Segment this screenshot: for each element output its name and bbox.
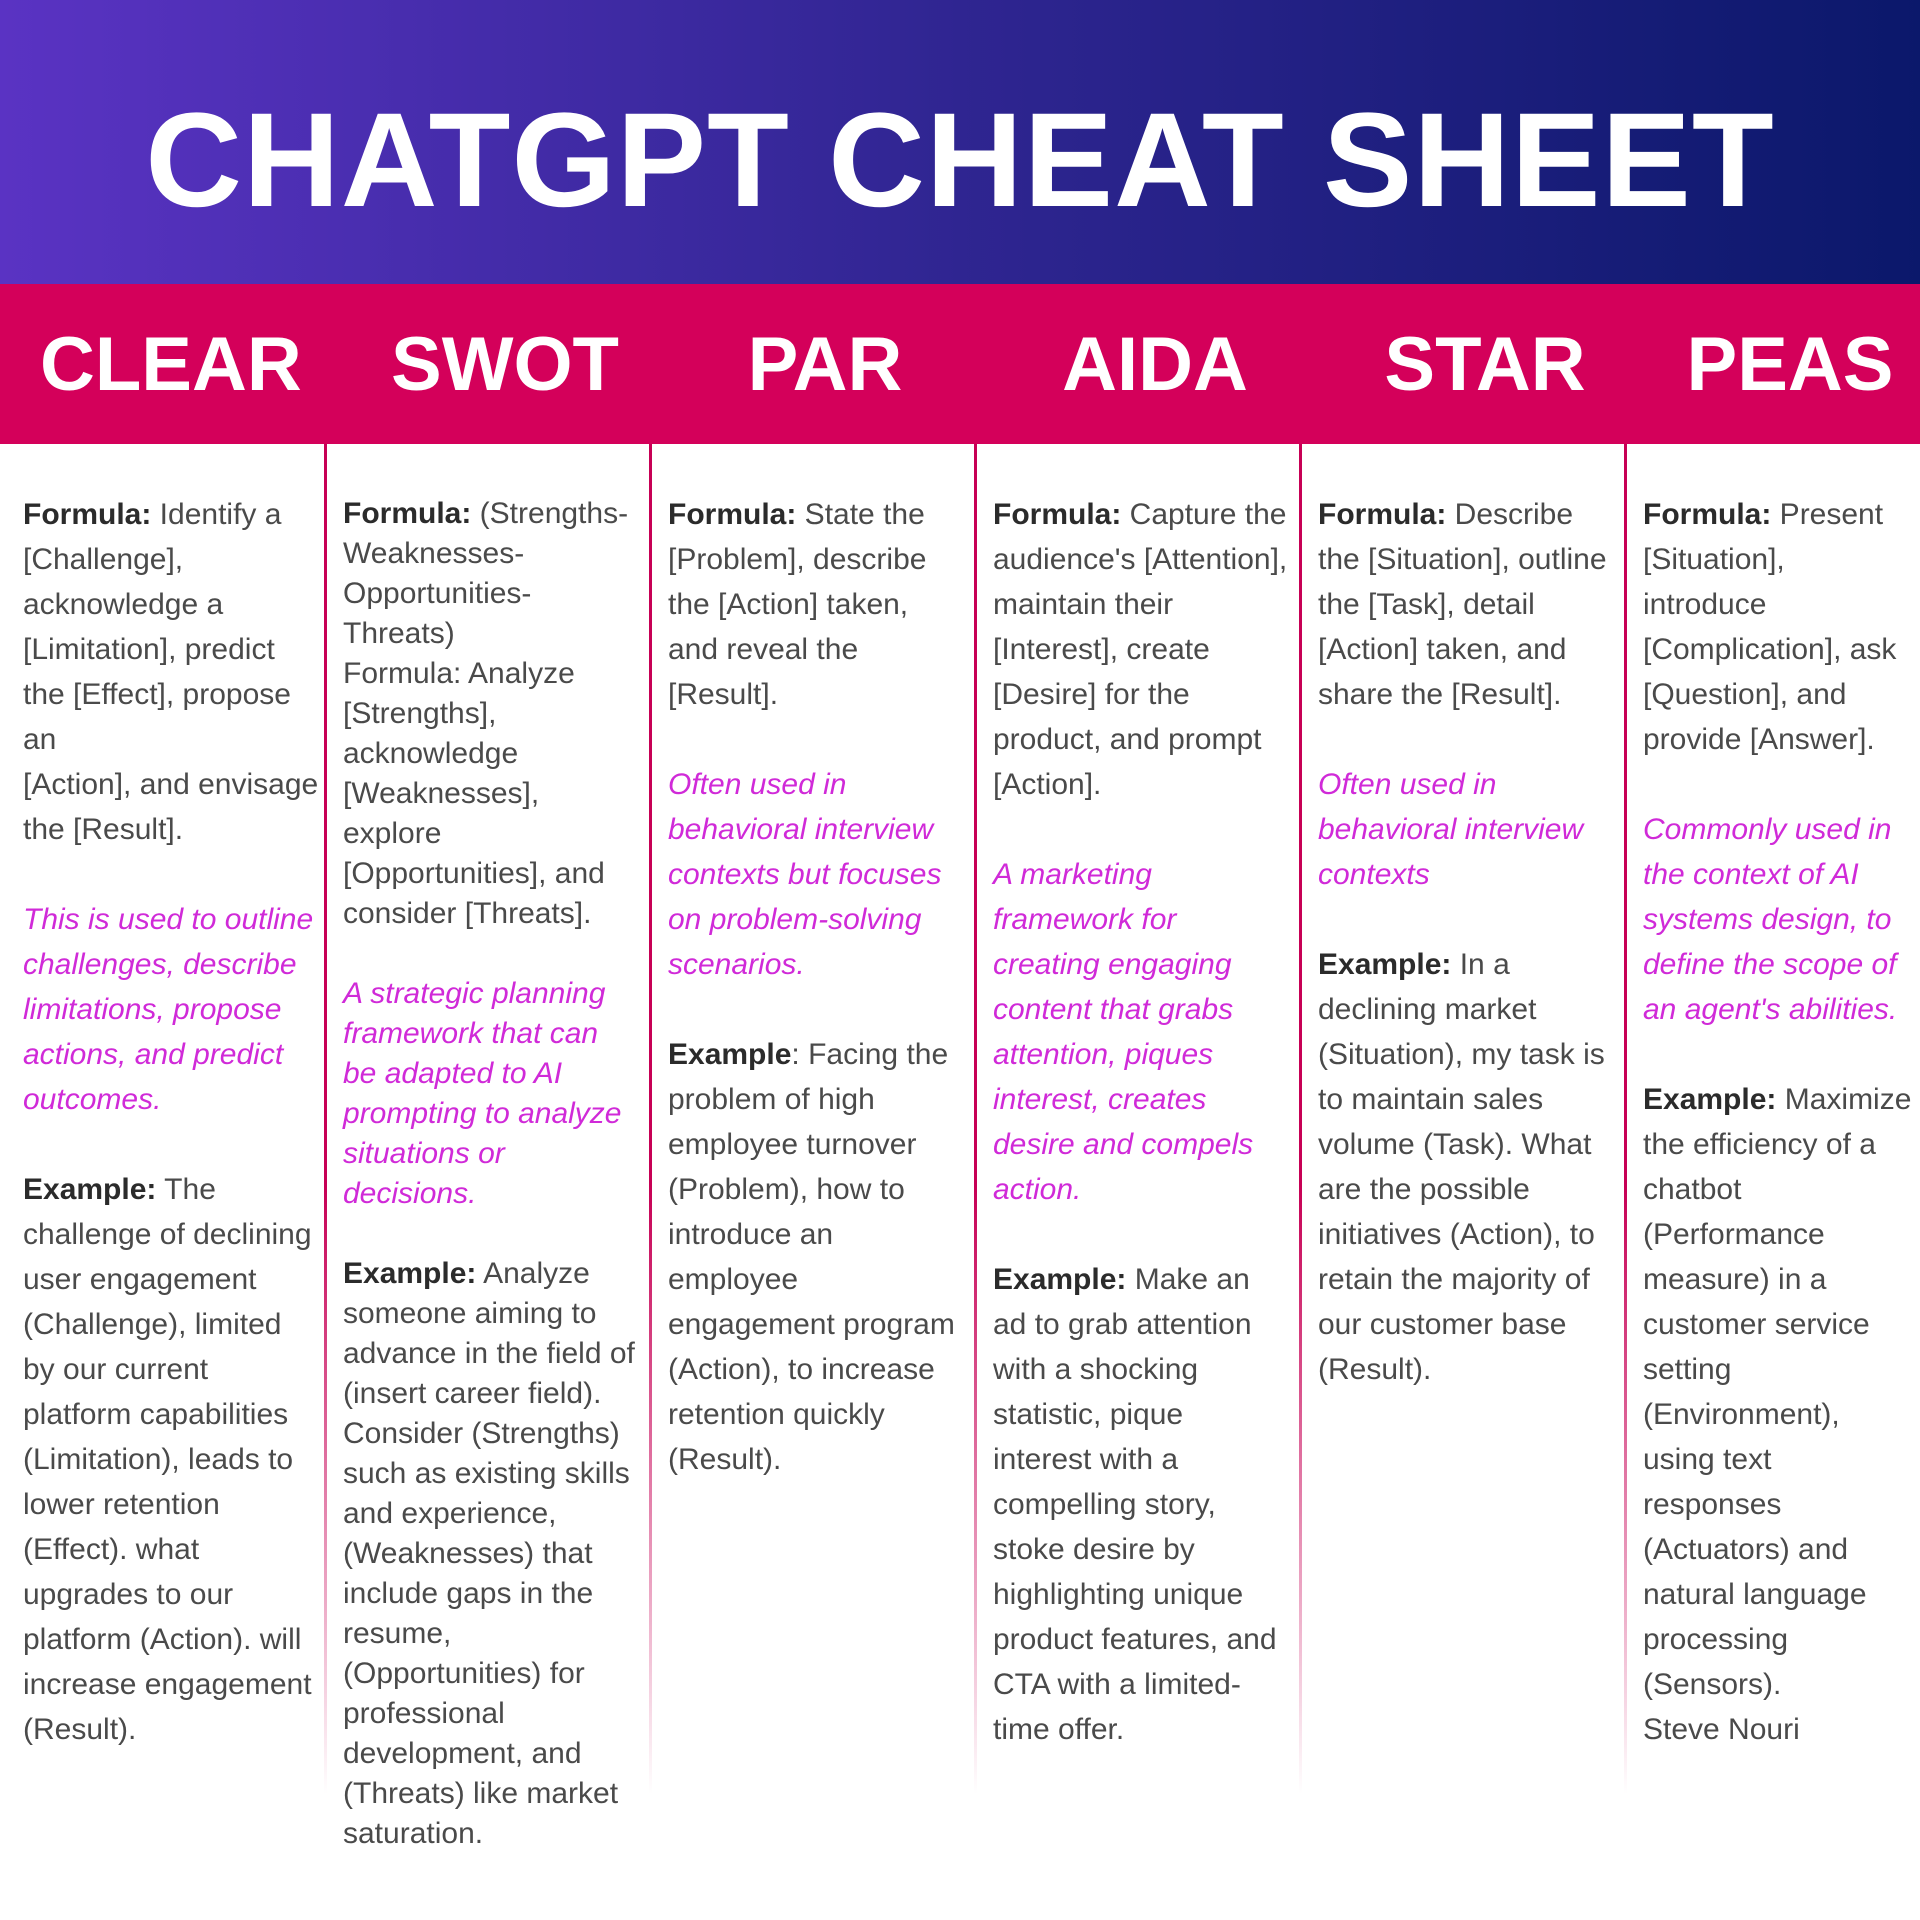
framework-note: Often used in behavioral interview contexts but focuses on problem-solving scenarios. xyxy=(668,768,942,981)
framework-column-par xyxy=(668,492,964,1482)
example-label: Example: xyxy=(1643,1083,1777,1116)
framework-title-clear: CLEAR xyxy=(40,322,302,407)
formula-paragraph xyxy=(668,492,964,717)
example-text: The challenge of declining user engagement (Challenge), limited by our current platform capabilities (Limitation), leads to lower retention (Effect). what upgrades to our platform (Action). will increase engagement (Result). xyxy=(23,1173,312,1746)
example-text: In a declining market (Situation), my task is to maintain sales volume (Task). What are the possible initiatives (Action), to retain the majority of our customer base (Result). xyxy=(1318,948,1605,1386)
framework-note: This is used to outline challenges, describe limitations, propose actions, and predict outcomes. xyxy=(23,903,314,1116)
example-text: Maximize the efficiency of a chatbot (Performance measure) in a customer service setting (Environment), using text responses (Actuators) and natural language processing (Sensors). Steve Nouri xyxy=(1643,1083,1912,1746)
framework-title-swot: SWOT xyxy=(391,322,619,407)
column-divider xyxy=(1299,444,1302,1794)
example-label: Example xyxy=(668,1038,792,1071)
column-divider xyxy=(974,444,977,1794)
framework-note: A marketing framework for creating engaging content that grabs attention, piques interest, creates desire and compels action. xyxy=(993,858,1254,1206)
framework-column-clear xyxy=(23,492,319,1752)
formula-label: Formula: xyxy=(993,498,1122,531)
formula-paragraph xyxy=(23,492,319,852)
example-paragraph xyxy=(668,1032,964,1482)
framework-title-peas: PEAS xyxy=(1686,322,1894,407)
example-label: Example: xyxy=(993,1263,1127,1296)
formula-paragraph xyxy=(1643,492,1913,762)
example-paragraph xyxy=(343,1254,639,1854)
formula-text: Capture the audience's [Attention], maintain their [Interest], create [Desire] for the product, and prompt [Action]. xyxy=(993,498,1288,801)
formula-text: Identify a [Challenge], acknowledge a [Limitation], predict the [Effect], propose an [Action], and envisage the [Result]. xyxy=(23,498,319,846)
example-paragraph xyxy=(23,1167,319,1752)
formula-paragraph xyxy=(343,494,639,934)
example-text: Analyze someone aiming to advance in the field of (insert career field). Consider (Strengths) such as existing skills and experience, (Weaknesses) that include gaps in the resume, (Opportunities) for professional development, and (Threats) like market saturation. xyxy=(343,1257,635,1850)
framework-column-peas xyxy=(1643,492,1913,1752)
framework-column-swot xyxy=(343,494,639,1854)
framework-note: A strategic planning framework that can be adapted to AI prompting to analyze situations or decisions. xyxy=(343,977,622,1210)
formula-text: Describe the [Situation], outline the [Task], detail [Action] taken, and share the [Result]. xyxy=(1318,498,1607,711)
example-label: Example: xyxy=(1318,948,1452,981)
column-divider xyxy=(1624,444,1627,1794)
example-text: Make an ad to grab attention with a shocking statistic, pique interest with a compelling story, stoke desire by highlighting unique product features, and CTA with a limited-time offer. xyxy=(993,1263,1277,1746)
page-title: CHATGPT CHEAT SHEET xyxy=(145,86,1775,235)
formula-label: Formula: xyxy=(23,498,152,531)
example-label: Example: xyxy=(343,1257,477,1290)
framework-column-aida xyxy=(993,492,1289,1752)
column-divider xyxy=(649,444,652,1794)
formula-paragraph xyxy=(1318,492,1614,717)
framework-column-star xyxy=(1318,492,1614,1392)
header-banner xyxy=(0,0,1920,284)
example-paragraph xyxy=(1318,942,1614,1392)
formula-paragraph xyxy=(993,492,1289,807)
formula-text: (Strengths-Weaknesses-Opportunities-Threats) Formula: Analyze [Strengths], acknowledge [Weaknesses], explore [Opportunities], and consider [Threats]. xyxy=(343,497,629,930)
example-text: : Facing the problem of high employee turnover (Problem), how to introduce an employee engagement program (Action), to increase retention quickly (Result). xyxy=(668,1038,955,1476)
formula-label: Formula: xyxy=(1318,498,1447,531)
framework-note: Commonly used in the context of AI systems design, to define the scope of an agent's abilities. xyxy=(1643,813,1898,1026)
framework-note: Often used in behavioral interview contexts xyxy=(1318,768,1584,891)
formula-text: State the [Problem], describe the [Action] taken, and reveal the [Result]. xyxy=(668,498,927,711)
formula-text: Present [Situation], introduce [Complication], ask [Question], and provide [Answer]. xyxy=(1643,498,1897,756)
column-divider xyxy=(324,444,327,1794)
formula-label: Formula: xyxy=(668,498,797,531)
example-label: Example: xyxy=(23,1173,157,1206)
framework-title-aida: AIDA xyxy=(1062,322,1248,407)
example-paragraph xyxy=(1643,1077,1913,1752)
formula-label: Formula: xyxy=(1643,498,1772,531)
example-paragraph xyxy=(993,1257,1289,1752)
framework-title-star: STAR xyxy=(1384,322,1586,407)
formula-label: Formula: xyxy=(343,497,472,530)
framework-title-par: PAR xyxy=(747,322,903,407)
